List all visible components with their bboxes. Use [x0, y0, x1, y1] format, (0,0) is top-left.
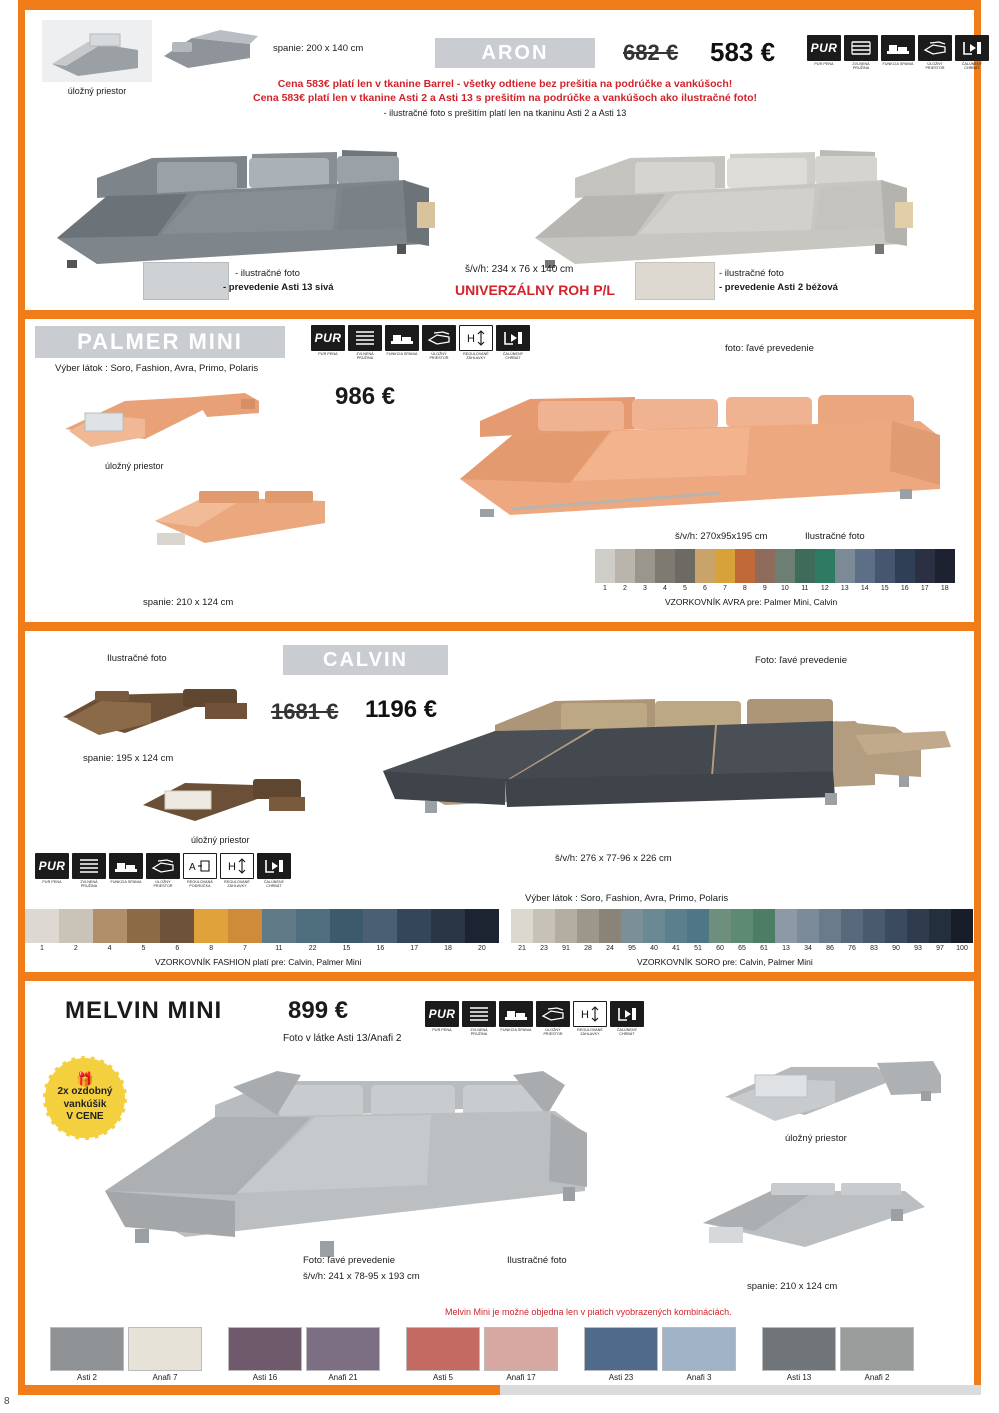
icon-back: [610, 1001, 644, 1037]
icon-headrest-label: REGULOVANÉ ZÁHLAVKY: [463, 352, 489, 361]
fabric-swatch: [296, 909, 330, 943]
separator-calvin-melvin: [18, 972, 981, 981]
icon-storage: [146, 853, 180, 889]
gift-badge-line1: 2x ozdobný: [57, 1086, 113, 1098]
fabric-combo: [762, 1327, 914, 1383]
icon-sleep-label: FUNKCIA SPANIA: [110, 880, 142, 884]
fabric-swatch-number: 17: [410, 945, 419, 952]
aron-sofa-beige: [515, 118, 965, 278]
fabric-swatch-number: 12: [820, 585, 829, 592]
aron-right-swatch: [635, 262, 715, 300]
fabric-swatch-number: 22: [308, 945, 317, 952]
icon-pur: [311, 325, 345, 356]
fabric-swatch: [584, 1327, 658, 1371]
pur-text: PUR: [810, 41, 838, 55]
separator-aron-palmer: [18, 310, 981, 319]
fabric-swatch-number: 1: [603, 585, 607, 592]
icon-back-label: ČALÚNENÝ CHRBÁT: [263, 880, 285, 889]
fabric-name: Anafi 3: [686, 1373, 712, 1382]
pur-text: PUR: [38, 859, 66, 873]
palmer-swatch-row: [595, 549, 955, 583]
icon-armrest-label: REGULOVANÁ PODRÚČKA: [187, 880, 213, 889]
icon-storage-label: ÚLOŽNÝ PRIESTOR: [429, 352, 449, 361]
fabric-swatch-number: 13: [840, 585, 849, 592]
icon-spring: [348, 325, 382, 361]
palmer-sofa-main: [420, 359, 980, 559]
icon-back-label: ČALÚNENÝ CHRBÁT: [502, 352, 524, 361]
calvin-fashion-swatch-row: [25, 909, 499, 943]
fabric-swatch: [863, 909, 885, 943]
calvin-price-old: 1681 €: [271, 699, 339, 724]
fabric-swatch: [228, 909, 262, 943]
svg-text:A: A: [189, 862, 196, 873]
aron-note-2: Cena 583€ platí len v tkanine Asti 2 a Asti 13 s prešitím na podrúčke a vankúšoch ako ilustračné foto!: [253, 92, 757, 104]
fabric-swatch: [128, 1327, 202, 1371]
icon-spring-label: ZVLNENÁ PRUŽINA: [80, 880, 98, 889]
icon-pur: [807, 35, 841, 66]
fabric-swatch: [615, 549, 635, 583]
fabric-swatch: [895, 549, 915, 583]
palmer-illustrative: Ilustračné foto: [805, 531, 865, 542]
palmer-storage-photo: [45, 379, 270, 459]
aron-sleep-photo: [158, 20, 264, 76]
fabric-swatch: [160, 909, 194, 943]
icon-back: [496, 325, 530, 361]
page-number: 8: [4, 1396, 10, 1407]
palmer-dim: š/v/h: 270x95x195 cm: [675, 531, 768, 542]
fabric-swatch-number: 90: [892, 945, 900, 952]
fabric-card: [50, 1327, 124, 1383]
melvin-sleep-photo: [685, 1161, 947, 1261]
aron-icon-row: [807, 35, 989, 71]
fabric-swatch: [775, 909, 797, 943]
pur-text: PUR: [428, 1007, 456, 1021]
fabric-swatch-number: 60: [716, 945, 724, 952]
fabric-swatch: [795, 549, 815, 583]
left-rail-2: [18, 310, 25, 622]
fabric-swatch: [775, 549, 795, 583]
aron-left-caption-1: - ilustračné foto: [235, 268, 300, 279]
fabric-name: Asti 16: [252, 1373, 278, 1382]
icon-headrest-label: REGULOVANÉ ZÁHLAVKY: [577, 1028, 603, 1037]
fabric-swatch: [599, 909, 621, 943]
fabric-swatch: [815, 549, 835, 583]
fabric-swatch-number: 83: [870, 945, 878, 952]
icon-pur: [425, 1001, 459, 1032]
fabric-swatch: [885, 909, 907, 943]
fabric-swatch-number: 65: [738, 945, 746, 952]
calvin-soro-numbers: [511, 945, 973, 952]
icon-spring-label: ZVLNENÁ PRUŽINA: [852, 62, 870, 71]
melvin-sofa-main: [65, 1041, 625, 1271]
fabric-swatch-number: 2: [623, 585, 627, 592]
icon-spring: [462, 1001, 496, 1037]
fabric-swatch: [709, 909, 731, 943]
aron-universal: UNIVERZÁLNY ROH P/L: [455, 282, 615, 298]
section-palmer: [25, 319, 974, 622]
fabric-swatch: [762, 1327, 836, 1371]
fabric-swatch: [228, 1327, 302, 1371]
fabric-swatch-number: 20: [477, 945, 486, 952]
fabric-swatch: [262, 909, 296, 943]
fabric-swatch-number: 10: [780, 585, 789, 592]
fabric-swatch: [797, 909, 819, 943]
fabric-swatch-number: 40: [650, 945, 658, 952]
fabric-swatch-number: 95: [628, 945, 636, 952]
icon-pur-label: PUR PENA: [432, 1028, 452, 1032]
fabric-swatch-number: 14: [860, 585, 869, 592]
fabric-swatch: [595, 549, 615, 583]
fabric-swatch-number: 86: [826, 945, 834, 952]
fabric-swatch: [484, 1327, 558, 1371]
bottom-orange-left: [18, 1385, 500, 1395]
calvin-dim: š/v/h: 276 x 77-96 x 226 cm: [555, 853, 672, 864]
gift-icon: 🎁: [76, 1071, 94, 1088]
fabric-swatch-number: 2: [73, 945, 78, 952]
fabric-swatch-number: 4: [107, 945, 112, 952]
icon-sleep-label: FUNKCIA SPANIA: [882, 62, 914, 66]
fabric-swatch: [431, 909, 465, 943]
separator-palmer-calvin: [18, 622, 981, 631]
fabric-swatch-number: 18: [940, 585, 949, 592]
fabric-card: [662, 1327, 736, 1383]
fabric-swatch-number: 4: [662, 585, 667, 592]
fabric-swatch: [306, 1327, 380, 1371]
fabric-swatch-number: 34: [804, 945, 812, 952]
left-orange-rail: [18, 0, 25, 310]
melvin-icon-row: [425, 1001, 644, 1037]
icon-pur-label: PUR PENA: [318, 352, 338, 356]
palmer-sleep-photo: [145, 475, 345, 553]
svg-text:H: H: [467, 333, 475, 345]
fabric-swatch-number: 97: [936, 945, 944, 952]
aron-sofa-grey: [37, 118, 477, 278]
fabric-name: Anafi 21: [328, 1373, 358, 1382]
calvin-soro-label: VZORKOVNÍK SORO pre: Calvin, Palmer Mini: [637, 957, 813, 967]
icon-sleep-label: FUNKCIA SPANIA: [386, 352, 418, 356]
fabric-combo: [228, 1327, 380, 1383]
icon-sleep: [109, 853, 143, 884]
fabric-card: [584, 1327, 658, 1383]
aron-left-swatch: [143, 262, 229, 300]
fabric-swatch: [555, 909, 577, 943]
aron-note-3: - ilustračné foto s prešitím platí len na tkaninu Asti 2 a Asti 13: [383, 108, 627, 118]
melvin-sleep-dim: spanie: 210 x 124 cm: [747, 1281, 838, 1292]
icon-spring-label: ZVLNENÁ PRUŽINA: [356, 352, 374, 361]
fabric-combo: [406, 1327, 558, 1383]
fabric-swatch-number: 3: [643, 585, 647, 592]
fabric-swatch-number: 21: [518, 945, 526, 952]
fabric-swatch: [406, 1327, 480, 1371]
left-rail-3: [18, 622, 25, 972]
fabric-swatch-number: 7: [243, 945, 247, 952]
gift-badge-line3: V CENE: [66, 1111, 104, 1123]
fabric-swatch: [50, 1327, 124, 1371]
fabric-swatch: [635, 549, 655, 583]
icon-sleep-label: FUNKCIA SPANIA: [500, 1028, 532, 1032]
icon-headrest-label: REGULOVANÉ ZÁHLAVKY: [224, 880, 250, 889]
melvin-storage-label: úložný priestor: [785, 1133, 847, 1144]
calvin-icon-row: [35, 853, 291, 889]
fabric-swatch-number: 41: [672, 945, 680, 952]
icon-back: [955, 35, 989, 71]
fabric-combo: [584, 1327, 736, 1383]
palmer-icon-row: [311, 325, 530, 361]
icon-sleep: [385, 325, 419, 356]
melvin-illustrative: Ilustračné foto: [507, 1255, 567, 1266]
fabric-swatch: [665, 909, 687, 943]
aron-price-new: 583 €: [710, 37, 776, 67]
calvin-fashion-label: VZORKOVNÍK FASHION platí pre: Calvin, Palmer Mini: [155, 957, 362, 967]
fabric-swatch-number: 1: [39, 945, 44, 952]
fabric-swatch-number: 6: [175, 945, 180, 952]
calvin-title: CALVIN: [283, 645, 448, 675]
icon-spring: [844, 35, 878, 71]
icon-headrest: [573, 1001, 607, 1037]
palmer-swatch-label: VZORKOVNÍK AVRA pre: Palmer Mini, Calvin: [665, 597, 838, 607]
fabric-swatch: [25, 909, 59, 943]
fabric-card: [484, 1327, 558, 1383]
icon-back-label: ČALÚNENÝ CHRBÁT: [961, 62, 983, 71]
icon-spring: [72, 853, 106, 889]
fabric-swatch-number: 8: [209, 945, 214, 952]
fabric-card: [228, 1327, 302, 1383]
calvin-fashion-numbers: [25, 945, 499, 952]
melvin-photo-note: Foto: ľavé prevedenie: [303, 1255, 396, 1266]
melvin-fabric-note: Foto v látke Asti 13/Anafi 2: [283, 1033, 402, 1044]
fabric-swatch: [951, 909, 973, 943]
fabric-swatch: [397, 909, 431, 943]
palmer-swatch-numbers: [595, 585, 955, 592]
fabric-swatch-number: 23: [540, 945, 548, 952]
fabric-swatch: [330, 909, 364, 943]
fabric-swatch: [363, 909, 397, 943]
calvin-fabrics: Výber látok : Soro, Fashion, Avra, Primo, Polaris: [525, 893, 729, 904]
fabric-swatch: [929, 909, 951, 943]
fabric-name: Anafi 17: [506, 1373, 536, 1382]
icon-storage-label: ÚLOŽNÝ PRIESTOR: [543, 1028, 563, 1037]
fabric-swatch-number: 16: [900, 585, 909, 592]
fabric-swatch-number: 51: [694, 945, 702, 952]
fabric-swatch-number: 18: [444, 945, 452, 952]
icon-storage: [918, 35, 952, 71]
aron-storage-photo: [42, 20, 152, 82]
fabric-card: [128, 1327, 202, 1383]
fabric-swatch: [875, 549, 895, 583]
fabric-swatch: [687, 909, 709, 943]
fabric-swatch-number: 5: [141, 945, 146, 952]
svg-text:H: H: [228, 861, 236, 873]
fabric-card: [406, 1327, 480, 1383]
icon-sleep: [499, 1001, 533, 1032]
melvin-combo-note: Melvin Mini je možné objedna len v piatich vyobrazených kombináciách.: [445, 1307, 732, 1317]
icon-spring-label: ZVLNENÁ PRUŽINA: [470, 1028, 488, 1037]
fabric-swatch-number: 13: [782, 945, 790, 952]
fabric-combo: [50, 1327, 202, 1383]
aron-right-caption-2: - prevedenie Asti 2 béžová: [719, 282, 838, 293]
fabric-swatch: [840, 1327, 914, 1371]
fabric-swatch: [511, 909, 533, 943]
aron-left-caption-2: - prevedenie Asti 13 sivá: [223, 282, 334, 293]
calvin-photo-note: Foto: ľavé prevedenie: [755, 655, 848, 666]
calvin-photo-storage: [135, 765, 310, 835]
aron-right-caption-1: - ilustračné foto: [719, 268, 784, 279]
fabric-swatch: [735, 549, 755, 583]
fabric-swatch-number: 6: [702, 585, 707, 592]
fabric-swatch-number: 15: [880, 585, 889, 592]
fabric-swatch: [695, 549, 715, 583]
fabric-swatch: [675, 549, 695, 583]
fabric-swatch-number: 17: [920, 585, 929, 592]
icon-pur-label: PUR PENA: [814, 62, 834, 66]
fabric-swatch-number: 8: [742, 585, 747, 592]
fabric-swatch-number: 7: [722, 585, 727, 592]
icon-armrest: [183, 853, 217, 889]
calvin-sleep-dim: spanie: 195 x 124 cm: [83, 753, 174, 764]
fabric-name: Anafi 7: [152, 1373, 178, 1382]
fabric-swatch-number: 91: [562, 945, 570, 952]
fabric-swatch: [753, 909, 775, 943]
fabric-swatch: [533, 909, 555, 943]
fabric-swatch: [194, 909, 228, 943]
bottom-grey-right: [500, 1385, 981, 1395]
melvin-dim: š/v/h: 241 x 78-95 x 193 cm: [303, 1271, 420, 1282]
aron-price-old: 682 €: [623, 40, 679, 65]
fabric-swatch-number: 11: [801, 585, 809, 592]
fabric-swatch-number: 93: [914, 945, 922, 952]
calvin-price-new: 1196 €: [365, 696, 438, 723]
fabric-card: [306, 1327, 380, 1383]
aron-storage-label: úložný priestor: [67, 86, 127, 96]
section-calvin: [25, 631, 974, 972]
fabric-swatch-number: 16: [376, 945, 385, 952]
icon-headrest: [459, 325, 493, 361]
calvin-storage-label: úložný priestor: [191, 835, 250, 845]
fabric-swatch: [915, 549, 935, 583]
fabric-swatch-number: 15: [342, 945, 351, 952]
fabric-swatch: [59, 909, 93, 943]
fabric-name: Asti 13: [786, 1373, 812, 1382]
calvin-photo-left: [55, 673, 255, 749]
fabric-swatch: [465, 909, 499, 943]
section-aron: [25, 10, 983, 310]
fabric-swatch-number: 11: [275, 945, 283, 952]
gift-badge-line2: vankúšik: [63, 1098, 107, 1110]
top-orange-band: [18, 0, 981, 10]
fabric-swatch-number: 28: [584, 945, 592, 952]
palmer-price: 986 €: [335, 383, 396, 410]
pur-text: PUR: [314, 331, 342, 345]
fabric-swatch: [621, 909, 643, 943]
icon-sleep: [881, 35, 915, 66]
fabric-card: [840, 1327, 914, 1383]
calvin-illustrative: Ilustračné foto: [107, 653, 167, 664]
icon-pur-label: PUR PENA: [42, 880, 62, 884]
fabric-swatch-number: 24: [606, 945, 614, 952]
fabric-swatch-number: 100: [956, 945, 968, 952]
fabric-swatch-number: 5: [682, 585, 687, 592]
calvin-sofa-main: [355, 665, 955, 860]
palmer-sleep-dim: spanie: 210 x 124 cm: [143, 597, 234, 608]
icon-headrest: [220, 853, 254, 889]
section-melvin: [25, 981, 974, 1385]
fabric-name: Anafi 2: [864, 1373, 890, 1382]
fabric-swatch: [935, 549, 955, 583]
icon-back: [257, 853, 291, 889]
fabric-name: Asti 23: [608, 1373, 634, 1382]
palmer-fabrics: Výber látok : Soro, Fashion, Avra, Primo, Polaris: [55, 363, 259, 374]
melvin-storage-photo: [695, 1041, 945, 1131]
fabric-swatch: [855, 549, 875, 583]
fabric-swatch: [662, 1327, 736, 1371]
fabric-swatch: [819, 909, 841, 943]
icon-storage-label: ÚLOŽNÝ PRIESTOR: [925, 62, 945, 71]
right-rail-4: [974, 972, 981, 1385]
icon-storage-label: ÚLOŽNÝ PRIESTOR: [153, 880, 173, 889]
palmer-title: PALMER MINI: [35, 326, 285, 358]
fabric-swatch: [841, 909, 863, 943]
fabric-swatch: [835, 549, 855, 583]
aron-sleep-dim: spanie: 200 x 140 cm: [273, 43, 364, 54]
fabric-swatch: [127, 909, 161, 943]
palmer-photo-note: foto: ľavé prevedenie: [725, 343, 814, 354]
fabric-swatch: [907, 909, 929, 943]
fabric-swatch: [93, 909, 127, 943]
icon-storage: [422, 325, 456, 361]
fabric-swatch: [577, 909, 599, 943]
icon-back-label: ČALÚNENÝ CHRBÁT: [616, 1028, 638, 1037]
svg-text:H: H: [581, 1009, 589, 1021]
left-rail-4: [18, 972, 25, 1385]
fabric-card: [762, 1327, 836, 1383]
fabric-swatch-number: 76: [848, 945, 856, 952]
aron-note-1: Cena 583€ platí len v tkanine Barrel - všetky odtiene bez prešitia na podrúčke a vankúšoch!: [277, 78, 733, 90]
fabric-swatch: [715, 549, 735, 583]
palmer-storage-label: úložný priestor: [105, 461, 164, 471]
fabric-name: Asti 5: [432, 1373, 453, 1382]
aron-dim: š/v/h: 234 x 76 x 140 cm: [465, 264, 574, 275]
calvin-soro-swatch-row: [511, 909, 973, 943]
fabric-swatch: [655, 549, 675, 583]
melvin-price: 899 €: [288, 997, 349, 1024]
fabric-name: Asti 2: [76, 1373, 97, 1382]
fabric-swatch-number: 61: [760, 945, 768, 952]
fabric-swatch: [731, 909, 753, 943]
icon-storage: [536, 1001, 570, 1037]
fabric-swatch: [643, 909, 665, 943]
fabric-swatch: [755, 549, 775, 583]
aron-title: ARON: [435, 38, 595, 68]
melvin-combos: [50, 1327, 950, 1383]
right-rail-3: [974, 622, 981, 972]
icon-pur: [35, 853, 69, 884]
melvin-title: MELVIN MINI: [65, 997, 223, 1024]
fabric-swatch-number: 9: [762, 585, 767, 592]
